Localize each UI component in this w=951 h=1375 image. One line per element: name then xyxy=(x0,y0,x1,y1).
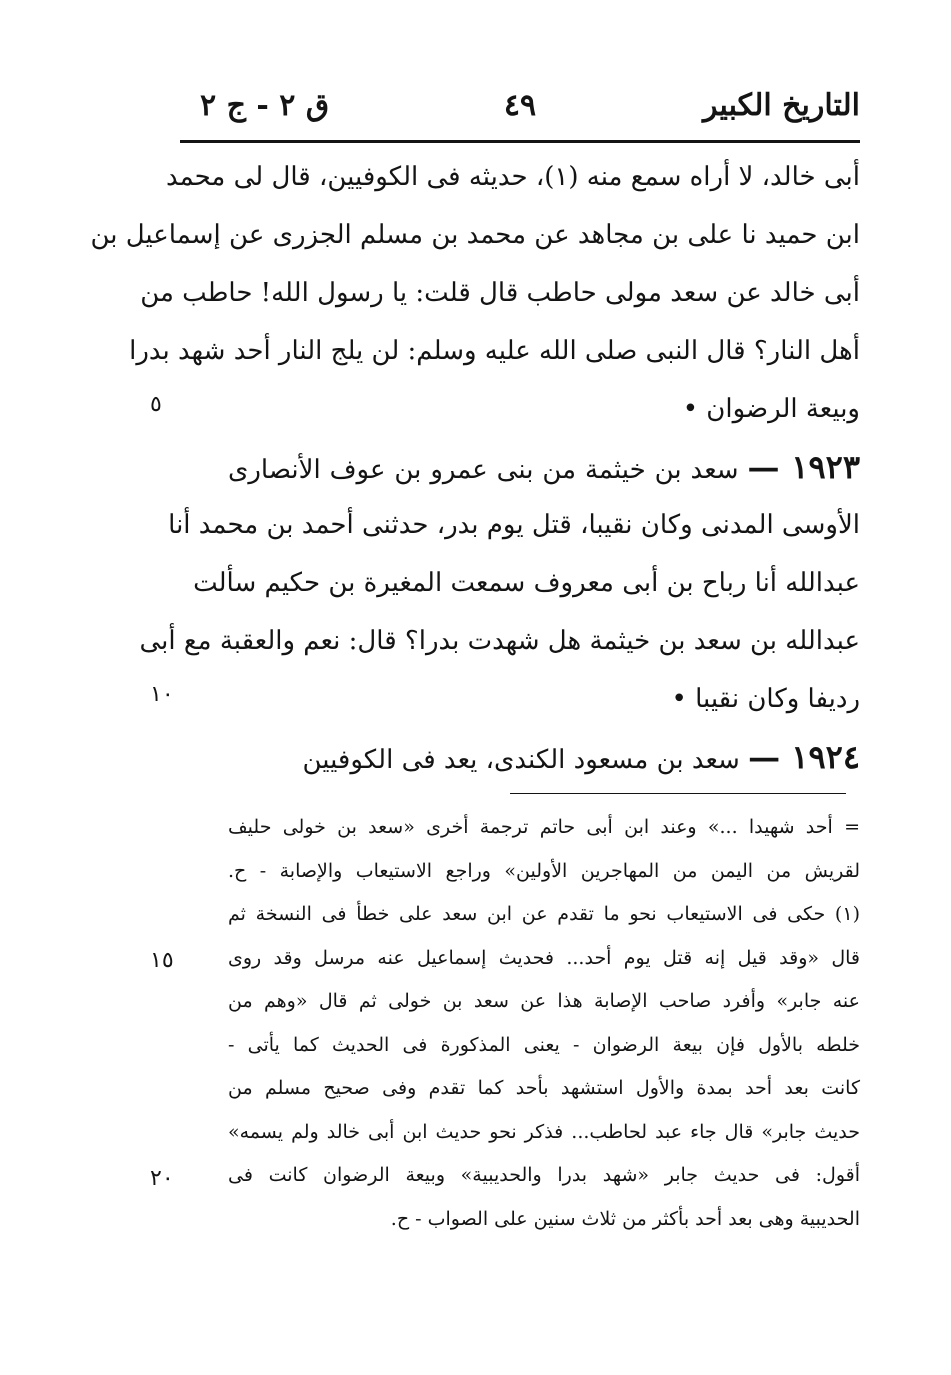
footnotes xyxy=(228,806,860,1241)
text-line: وبيعة الرضوان • xyxy=(682,394,860,424)
text-line: ابن حميد نا على بن مجاهد عن محمد بن مسلم الجزرى عن إسماعيل بن xyxy=(90,220,860,250)
footnote-line: = أحد شهيدا ...» وعند ابن أبى حاتم ترجمة أخرى «سعد بن خولى حليف xyxy=(228,816,860,838)
text-line: أهل النار؟ قال النبى صلى الله عليه وسلم: لن يلج النار أحد شهد بدرا xyxy=(129,336,860,366)
entry-1923-line xyxy=(228,438,860,496)
line-number-5: ٥ xyxy=(150,392,162,417)
book-title: التاريخ الكبير xyxy=(702,88,860,123)
footnote-line: خلطه بالأول فإن بيعة الرضوان - يعنى المذكورة فى الحديث كما يأتى - xyxy=(228,1033,860,1056)
footnote-line: أقول: فى حديث جابر «شهد بدرا والحديبية» وبيعة الرضوان كانت فى xyxy=(228,1164,860,1186)
text-line: رديفا وكان نقيبا • xyxy=(671,684,860,714)
line-number-15: ١٥ xyxy=(150,948,174,973)
text-line: أبى خالد عن سعد مولى حاطب قال قلت: يا رسول الله! حاطب من xyxy=(140,278,860,308)
page-number: ٤٩ xyxy=(503,88,537,123)
line-number-20: ٢٠ xyxy=(150,1166,174,1191)
entry-text: سعد بن مسعود الكندى، يعد فى الكوفيين xyxy=(302,745,740,775)
volume-label: ق ٢ - ج ٢ xyxy=(200,88,330,123)
entry-text: سعد بن خيثمة من بنى عمرو بن عوف الأنصارى xyxy=(228,455,739,485)
line-number-10: ١٠ xyxy=(150,682,174,707)
footnote-line: كانت بعد أحد بمدة والأول استشهد بأحد كما تقدم وفى صحيح مسلم من xyxy=(228,1077,860,1099)
entry-number: ١٩٢٣ — xyxy=(747,448,861,486)
footnote-line: عنه جابر» وأفرد صاحب الإصابة هذا عن سعد بن خولى ثم قال «وهم من xyxy=(228,990,860,1012)
footnote-line: لقريش من اليمن من المهاجرين الأولين» وراجع الاستيعاب والإصابة - ح. xyxy=(228,859,860,882)
running-header xyxy=(180,78,860,134)
header-rule xyxy=(180,140,860,143)
footnote-line: الحديبية وهى بعد أحد بأكثر من ثلاث سنين على الصواب - ح. xyxy=(390,1207,860,1230)
footnote-line: قال «وقد قيل إنه قتل يوم أحد... فحديث إسماعيل عنه مرسل وقد روى xyxy=(228,946,860,969)
text-line: أبى خالد، لا أراه سمع منه (١)، حديثه فى الكوفيين، قال لى محمد xyxy=(165,162,860,192)
entry-1924-line xyxy=(228,728,860,786)
text-line: عبدالله أنا رباح بن أبى معروف سمعت المغيرة بن حكيم سألت xyxy=(193,568,860,598)
text-line: الأوسى المدنى وكان نقيبا، قتل يوم بدر، حدثنى أحمد بن محمد أنا xyxy=(168,510,860,540)
entry-number: ١٩٢٤ — xyxy=(748,738,860,776)
footnote-line: (١) حكى فى الاستيعاب نحو ما تقدم عن ابن سعد على خطأ فى النسخة ثم xyxy=(228,903,860,925)
footnote-line: حديث جابر» قال جاء عبد لحاطب... فذكر نحو حديث ابن أبى خالد ولم يسمه» xyxy=(228,1120,860,1143)
text-line: عبدالله بن سعد بن خيثمة هل شهدت بدرا؟ قال: نعم والعقبة مع أبى xyxy=(139,626,860,656)
footnote-rule xyxy=(510,793,846,794)
